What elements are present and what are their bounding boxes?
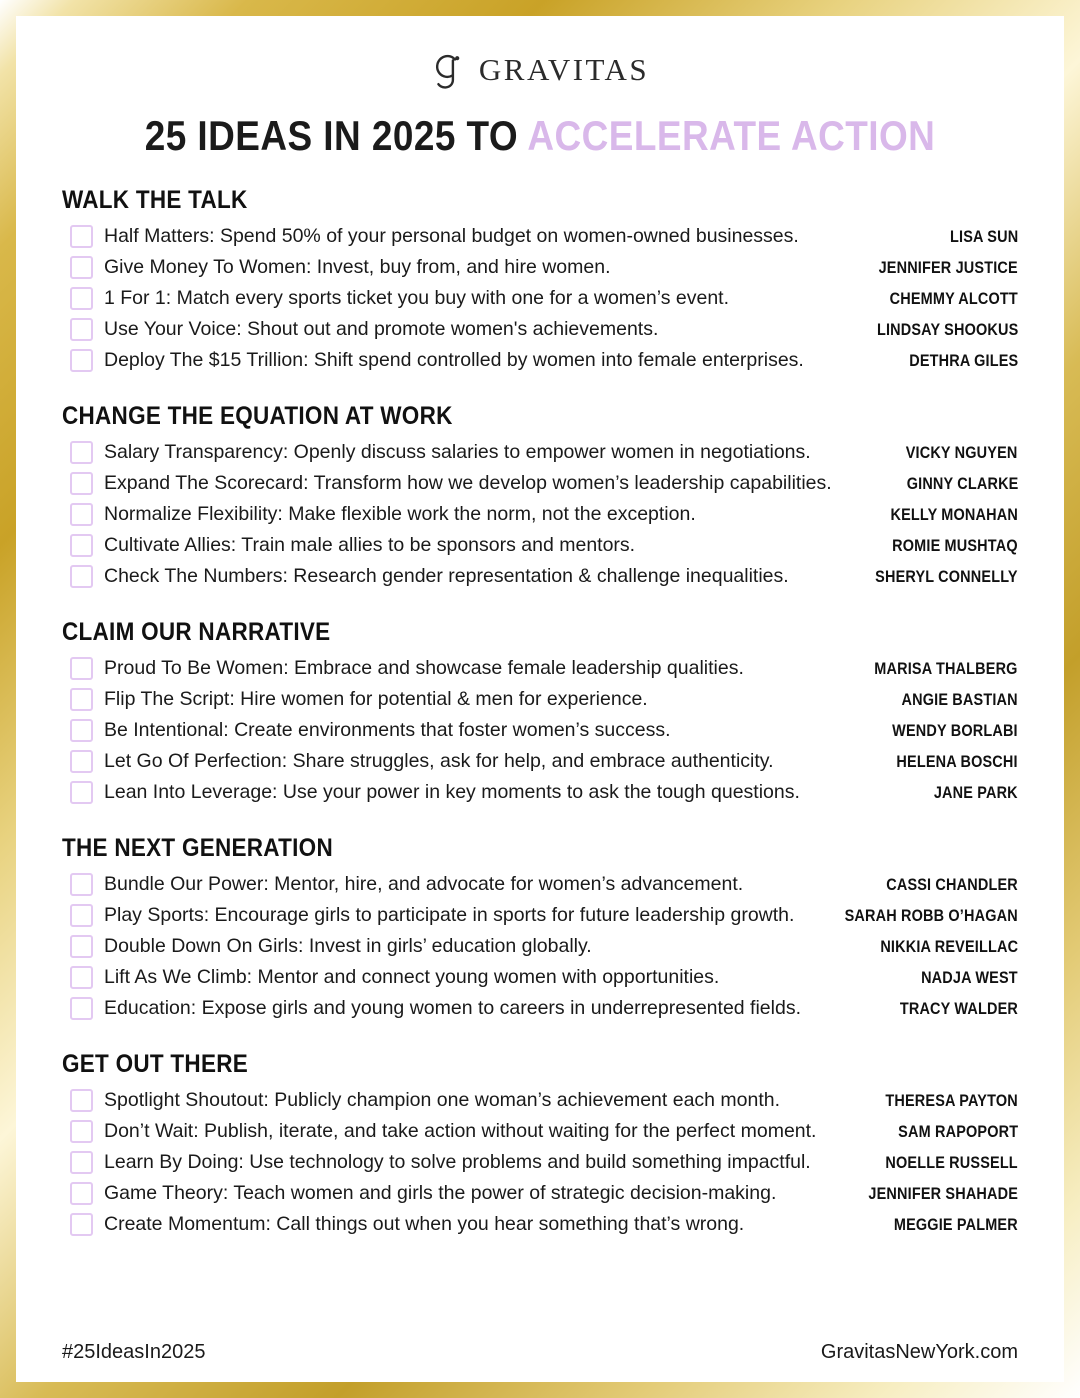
idea-text: Use Your Voice: Shout out and promote women's achievements. [104,317,659,340]
idea-text: Be Intentional: Create environments that foster women’s success. [104,718,671,741]
idea-text: Proud To Be Women: Embrace and showcase female leadership qualities. [104,656,744,679]
idea-text: Flip The Script: Hire women for potential & men for experience. [104,687,648,710]
list-item[interactable] [62,1147,1018,1178]
brand-logo [62,50,1018,90]
list-item[interactable] [62,715,1018,746]
contributor-name: JANE PARK [934,782,1018,802]
footer-website[interactable]: GravitasNewYork.com [820,1341,1018,1363]
list-item[interactable] [62,468,1018,499]
checkbox[interactable] [70,287,93,310]
checkbox[interactable] [70,750,93,773]
list-item[interactable] [62,314,1018,345]
contributor-name: MEGGIE PALMER [894,1214,1018,1234]
gravitas-g-mark-icon [431,50,465,90]
checkbox[interactable] [70,534,93,557]
checkbox[interactable] [70,349,93,372]
section-change-the-equation-at-work [62,402,1018,592]
checkbox[interactable] [70,565,93,588]
contributor-name: ANGIE BASTIAN [901,689,1018,709]
idea-text: Salary Transparency: Openly discuss salaries to empower women in negotiations. [104,440,811,463]
idea-text: Double Down On Girls: Invest in girls’ education globally. [104,934,592,957]
list-item[interactable] [62,283,1018,314]
checkbox[interactable] [70,1120,93,1143]
checkbox[interactable] [70,318,93,341]
section-items [62,653,1018,808]
idea-text: Lift As We Climb: Mentor and connect young women with opportunities. [104,965,720,988]
checkbox[interactable] [70,966,93,989]
checkbox[interactable] [70,503,93,526]
contributor-name: CHEMMY ALCOTT [889,288,1018,308]
checkbox[interactable] [70,997,93,1020]
footer [62,1341,1018,1364]
idea-text: Let Go Of Perfection: Share struggles, ask for help, and embrace authenticity. [104,749,774,772]
checkbox[interactable] [70,904,93,927]
list-item[interactable] [62,684,1018,715]
idea-text: Learn By Doing: Use technology to solve problems and build something impactful. [104,1150,811,1173]
list-item[interactable] [62,345,1018,376]
idea-text: Give Money To Women: Invest, buy from, and hire women. [104,255,611,278]
checkbox[interactable] [70,657,93,680]
list-item[interactable] [62,1085,1018,1116]
contributor-name: JENNIFER JUSTICE [878,257,1018,277]
contributor-name: HELENA BOSCHI [896,751,1018,771]
section-items [62,869,1018,1024]
contributor-name: THERESA PAYTON [885,1090,1018,1110]
list-item[interactable] [62,1116,1018,1147]
section-the-next-generation [62,834,1018,1024]
idea-text: Lean Into Leverage: Use your power in key moments to ask the tough questions. [104,780,800,803]
poster-content [16,16,1064,1382]
idea-text: Don’t Wait: Publish, iterate, and take action without waiting for the perfect moment. [104,1119,817,1142]
list-item[interactable] [62,499,1018,530]
list-item[interactable] [62,900,1018,931]
section-claim-our-narrative [62,618,1018,808]
brand-wordmark: GRAVITAS [478,52,650,87]
contributor-name: ROMIE MUSHTAQ [892,535,1018,555]
idea-text: Cultivate Allies: Train male allies to be sponsors and mentors. [104,533,636,556]
idea-text: Game Theory: Teach women and girls the power of strategic decision-making. [104,1181,777,1204]
list-item[interactable] [62,962,1018,993]
checkbox[interactable] [70,935,93,958]
contributor-name: JENNIFER SHAHADE [868,1183,1018,1203]
contributor-name: LINDSAY SHOOKUS [876,319,1018,339]
idea-text: Half Matters: Spend 50% of your personal budget on women-owned businesses. [104,224,799,247]
checkbox[interactable] [70,225,93,248]
section-get-out-there [62,1050,1018,1240]
contributor-name: GINNY CLARKE [906,473,1018,493]
page-title-main: 25 IDEAS IN 2025 TO [144,112,528,159]
list-item[interactable] [62,530,1018,561]
section-heading: GET OUT THERE [62,1050,249,1078]
list-item[interactable] [62,1178,1018,1209]
page-title-accent: ACCELERATE ACTION [527,112,936,159]
checkbox[interactable] [70,1151,93,1174]
list-item[interactable] [62,993,1018,1024]
list-item[interactable] [62,869,1018,900]
section-walk-the-talk [62,186,1018,376]
checkbox[interactable] [70,688,93,711]
section-items [62,437,1018,592]
section-heading: CLAIM OUR NARRATIVE [62,618,331,646]
checkbox[interactable] [70,1213,93,1236]
idea-text: Play Sports: Encourage girls to participate in sports for future leadership growth. [104,903,795,926]
contributor-name: NIKKIA REVEILLAC [880,936,1018,956]
list-item[interactable] [62,437,1018,468]
list-item[interactable] [62,653,1018,684]
idea-text: Spotlight Shoutout: Publicly champion one woman’s achievement each month. [104,1088,781,1111]
section-heading: WALK THE TALK [62,186,248,214]
list-item[interactable] [62,561,1018,592]
checkbox[interactable] [70,1182,93,1205]
checkbox[interactable] [70,719,93,742]
section-items [62,1085,1018,1240]
contributor-name: CASSI CHANDLER [886,874,1018,894]
checkbox[interactable] [70,256,93,279]
contributor-name: SHERYL CONNELLY [875,566,1018,586]
list-item[interactable] [62,746,1018,777]
list-item[interactable] [62,777,1018,808]
contributor-name: NADJA WEST [921,967,1018,987]
section-heading: CHANGE THE EQUATION AT WORK [62,402,453,430]
idea-text: Expand The Scorecard: Transform how we develop women’s leadership capabilities. [104,471,832,494]
list-item[interactable] [62,252,1018,283]
list-item[interactable] [62,221,1018,252]
list-item[interactable] [62,931,1018,962]
contributor-name: KELLY MONAHAN [890,504,1018,524]
contributor-name: LISA SUN [949,226,1018,246]
idea-text: Create Momentum: Call things out when you hear something that’s wrong. [104,1212,745,1235]
contributor-name: TRACY WALDER [899,998,1018,1018]
idea-text: Deploy The $15 Trillion: Shift spend controlled by women into female enterprises. [104,348,804,371]
idea-text: Normalize Flexibility: Make flexible work the norm, not the exception. [104,502,696,525]
footer-hashtag: #25IdeasIn2025 [62,1341,206,1363]
contributor-name: SARAH ROBB O’HAGAN [844,905,1018,925]
checkbox[interactable] [70,781,93,804]
contributor-name: DETHRA GILES [908,350,1018,370]
section-items [62,221,1018,376]
idea-text: Check The Numbers: Research gender representation & challenge inequalities. [104,564,789,587]
checkbox[interactable] [70,472,93,495]
section-heading: THE NEXT GENERATION [62,834,333,862]
checkbox[interactable] [70,441,93,464]
idea-text: Education: Expose girls and young women to careers in underrepresented fields. [104,996,801,1019]
contributor-name: WENDY BORLABI [892,720,1018,740]
contributor-name: MARISA THALBERG [874,658,1018,678]
checkbox[interactable] [70,873,93,896]
page-title [119,112,960,160]
idea-text: Bundle Our Power: Mentor, hire, and advocate for women’s advancement. [104,872,744,895]
idea-text: 1 For 1: Match every sports ticket you buy with one for a women’s event. [104,286,730,309]
contributor-name: NOELLE RUSSELL [885,1152,1018,1172]
list-item[interactable] [62,1209,1018,1240]
contributor-name: SAM RAPOPORT [897,1121,1018,1141]
contributor-name: VICKY NGUYEN [906,442,1018,462]
checkbox[interactable] [70,1089,93,1112]
